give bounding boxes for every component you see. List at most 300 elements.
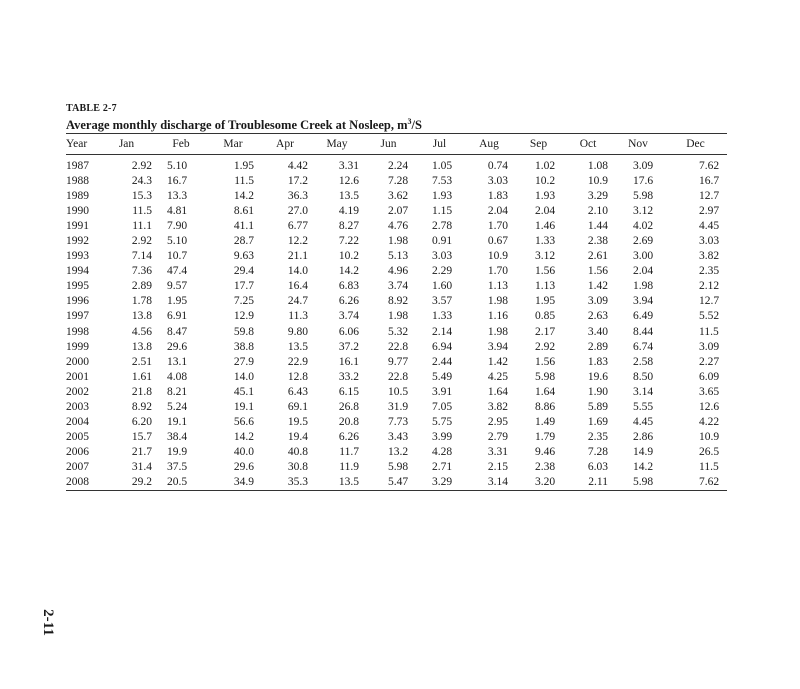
- value-cell-dec: 5.52: [699, 310, 720, 323]
- column-header-feb: Feb: [155, 134, 207, 155]
- value-cell-jul: 3.03: [432, 250, 453, 263]
- value-cell-apr: 12.2: [287, 235, 308, 248]
- table-title-superscript: 3: [407, 117, 412, 126]
- table-row: [66, 430, 727, 445]
- value-cell-mar: 19.1: [233, 400, 254, 413]
- year-cell: 1989: [66, 190, 89, 203]
- value-cell-feb: 8.21: [167, 385, 188, 398]
- value-cell-aug: 1.70: [487, 265, 508, 278]
- value-cell-apr: 14.0: [287, 265, 308, 278]
- value-cell-apr: 27.0: [287, 205, 308, 218]
- value-cell-jun: 1.98: [388, 310, 409, 323]
- value-cell-jan: 29.2: [98, 475, 155, 491]
- value-cell-jan: 21.7: [131, 445, 152, 458]
- table-row: [66, 249, 727, 264]
- value-cell-apr: 19.4: [287, 430, 308, 443]
- value-cell-jul: 1.05: [432, 160, 453, 173]
- value-cell-oct: 7.28: [587, 445, 608, 458]
- value-cell-mar: 7.25: [233, 295, 254, 308]
- value-cell-sep: 1.33: [535, 235, 556, 248]
- table-row: [66, 294, 727, 309]
- value-cell-jan: 4.56: [131, 325, 152, 338]
- value-cell-aug: 3.82: [487, 400, 508, 413]
- value-cell-jun: 1.98: [388, 235, 409, 248]
- value-cell-dec: 6.09: [699, 370, 720, 383]
- value-cell-may: 33.2: [338, 370, 359, 383]
- value-cell-sep: 1.56: [535, 355, 556, 368]
- value-cell-may: 10.2: [338, 250, 359, 263]
- value-cell-mar: 8.61: [233, 205, 254, 218]
- value-cell-sep: 1.49: [535, 415, 556, 428]
- value-cell-jun: 4.76: [388, 220, 409, 233]
- value-cell-oct: 3.09: [587, 295, 608, 308]
- value-cell-mar: 14.0: [233, 370, 254, 383]
- year-cell: 1990: [66, 205, 89, 218]
- value-cell-oct: 2.35: [587, 430, 608, 443]
- year-cell: 1994: [66, 265, 89, 278]
- value-cell-oct: 5.89: [587, 400, 608, 413]
- value-cell-nov: 3.14: [633, 385, 654, 398]
- year-cell: 1988: [66, 175, 89, 188]
- value-cell-oct: 3.29: [587, 190, 608, 203]
- value-cell-apr: 6.43: [287, 385, 308, 398]
- value-cell-aug: 1.98: [487, 295, 508, 308]
- value-cell-oct: 1.42: [587, 280, 608, 293]
- table-title-text: Average monthly discharge of Troublesome Creek at Nosleep, m: [66, 118, 408, 133]
- value-cell-may: 3.31: [338, 160, 359, 173]
- value-cell-jan: 31.4: [131, 460, 152, 473]
- value-cell-jul: 7.05: [432, 400, 453, 413]
- value-cell-mar: 34.9: [207, 475, 259, 491]
- value-cell-jan: 8.92: [131, 400, 152, 413]
- value-cell-jan: 1.61: [131, 370, 152, 383]
- value-cell-dec: 12.7: [699, 190, 720, 203]
- year-cell: 2008: [66, 475, 98, 491]
- value-cell-jul: 1.93: [432, 190, 453, 203]
- value-cell-mar: 56.6: [233, 415, 254, 428]
- value-cell-feb: 5.24: [167, 400, 188, 413]
- value-cell-apr: 9.80: [287, 325, 308, 338]
- value-cell-jan: 6.20: [131, 415, 152, 428]
- table-row: [66, 279, 727, 294]
- value-cell-nov: 14.9: [633, 445, 654, 458]
- value-cell-sep: 1.64: [535, 385, 556, 398]
- year-cell: 1995: [66, 280, 89, 293]
- value-cell-apr: 24.7: [287, 295, 308, 308]
- value-cell-may: 6.15: [338, 385, 359, 398]
- table-row: [66, 204, 727, 219]
- table-row: [66, 309, 727, 324]
- value-cell-oct: 1.69: [587, 415, 608, 428]
- value-cell-jul: 5.75: [432, 415, 453, 428]
- table-header-row: [66, 134, 727, 155]
- table-row: [66, 460, 727, 475]
- value-cell-may: 11.9: [339, 460, 359, 473]
- value-cell-jun: 9.77: [388, 355, 409, 368]
- value-cell-jun: 31.9: [388, 400, 409, 413]
- table-row: [66, 264, 727, 279]
- value-cell-may: 6.83: [338, 280, 359, 293]
- value-cell-feb: 47.4: [167, 265, 188, 278]
- value-cell-dec: 26.5: [699, 445, 720, 458]
- value-cell-jun: 5.13: [388, 250, 409, 263]
- value-cell-apr: 36.3: [287, 190, 308, 203]
- year-cell: 1991: [66, 220, 89, 233]
- value-cell-jun: 3.74: [388, 280, 409, 293]
- table-caption: [66, 103, 422, 133]
- value-cell-mar: 29.6: [233, 460, 254, 473]
- value-cell-jul: 3.29: [414, 475, 465, 491]
- value-cell-jun: 3.62: [388, 190, 409, 203]
- value-cell-sep: 1.79: [535, 430, 556, 443]
- value-cell-jul: 7.53: [432, 175, 453, 188]
- value-cell-oct: 1.08: [587, 160, 608, 173]
- year-cell: 2001: [66, 370, 89, 383]
- value-cell-jan: 1.78: [131, 295, 152, 308]
- table-row: [66, 355, 727, 370]
- value-cell-jun: 5.98: [388, 460, 409, 473]
- value-cell-aug: 3.03: [487, 175, 508, 188]
- value-cell-jul: 3.99: [432, 430, 453, 443]
- value-cell-nov: 8.50: [633, 370, 654, 383]
- column-header-oct: Oct: [564, 134, 612, 155]
- value-cell-nov: 3.00: [633, 250, 654, 263]
- table-row: [66, 340, 727, 355]
- value-cell-nov: 17.6: [633, 175, 654, 188]
- value-cell-jul: 1.15: [432, 205, 453, 218]
- value-cell-sep: 3.12: [535, 250, 556, 263]
- year-cell: 1998: [66, 325, 89, 338]
- value-cell-nov: 3.09: [633, 160, 654, 173]
- value-cell-apr: 30.8: [287, 460, 308, 473]
- value-cell-jun: 8.92: [388, 295, 409, 308]
- value-cell-feb: 10.7: [167, 250, 188, 263]
- table-row: [66, 219, 727, 234]
- value-cell-sep: 3.20: [513, 475, 564, 491]
- value-cell-jul: 2.29: [432, 265, 453, 278]
- year-cell: 2004: [66, 415, 89, 428]
- column-header-may: May: [311, 134, 363, 155]
- value-cell-sep: 10.2: [535, 175, 556, 188]
- column-header-jun: Jun: [363, 134, 414, 155]
- value-cell-oct: 1.56: [587, 265, 608, 278]
- value-cell-apr: 13.5: [287, 340, 308, 353]
- value-cell-apr: 6.77: [287, 220, 308, 233]
- year-cell: 1999: [66, 340, 89, 353]
- value-cell-jul: 6.94: [432, 340, 453, 353]
- value-cell-jun: 3.43: [388, 430, 409, 443]
- value-cell-mar: 41.1: [233, 220, 254, 233]
- value-cell-aug: 1.98: [487, 325, 508, 338]
- column-header-aug: Aug: [465, 134, 513, 155]
- value-cell-sep: 1.95: [535, 295, 556, 308]
- value-cell-oct: 2.11: [564, 475, 612, 491]
- value-cell-aug: 4.25: [487, 370, 508, 383]
- value-cell-jan: 13.8: [131, 340, 152, 353]
- column-header-dec: Dec: [664, 134, 727, 155]
- table-row: [66, 174, 727, 189]
- value-cell-may: 13.5: [311, 475, 363, 491]
- value-cell-mar: 12.9: [233, 310, 254, 323]
- value-cell-feb: 8.47: [167, 325, 188, 338]
- value-cell-oct: 19.6: [587, 370, 608, 383]
- value-cell-feb: 13.1: [167, 355, 188, 368]
- value-cell-mar: 40.0: [233, 445, 254, 458]
- value-cell-apr: 19.5: [287, 415, 308, 428]
- value-cell-jun: 4.96: [388, 265, 409, 278]
- value-cell-jan: 7.14: [131, 250, 152, 263]
- value-cell-may: 26.8: [338, 400, 359, 413]
- value-cell-feb: 29.6: [167, 340, 188, 353]
- value-cell-aug: 3.31: [487, 445, 508, 458]
- value-cell-may: 12.6: [338, 175, 359, 188]
- value-cell-dec: 12.6: [699, 400, 720, 413]
- value-cell-feb: 6.91: [167, 310, 188, 323]
- value-cell-sep: 9.46: [535, 445, 556, 458]
- value-cell-jun: 10.5: [388, 385, 409, 398]
- value-cell-sep: 1.13: [535, 280, 556, 293]
- value-cell-jan: 2.92: [131, 160, 152, 173]
- value-cell-may: 13.5: [338, 190, 359, 203]
- year-cell: 2003: [66, 400, 89, 413]
- value-cell-feb: 13.3: [167, 190, 188, 203]
- value-cell-dec: 4.45: [699, 220, 720, 233]
- value-cell-jan: 2.51: [131, 355, 152, 368]
- value-cell-jul: 2.78: [432, 220, 453, 233]
- value-cell-mar: 27.9: [233, 355, 254, 368]
- value-cell-apr: 16.4: [287, 280, 308, 293]
- value-cell-dec: 11.5: [699, 325, 719, 338]
- value-cell-dec: 2.27: [699, 355, 720, 368]
- value-cell-aug: 1.13: [487, 280, 508, 293]
- value-cell-nov: 6.74: [633, 340, 654, 353]
- value-cell-feb: 5.10: [167, 160, 188, 173]
- value-cell-apr: 35.3: [259, 475, 311, 491]
- value-cell-nov: 1.98: [633, 280, 654, 293]
- value-cell-mar: 45.1: [233, 385, 254, 398]
- value-cell-may: 37.2: [338, 340, 359, 353]
- value-cell-oct: 2.63: [587, 310, 608, 323]
- table-row: [66, 415, 727, 430]
- value-cell-sep: 2.92: [535, 340, 556, 353]
- table-label: TABLE 2-7: [66, 103, 117, 114]
- value-cell-dec: 10.9: [699, 430, 720, 443]
- value-cell-nov: 8.44: [633, 325, 654, 338]
- table-row: [66, 155, 727, 175]
- value-cell-aug: 1.83: [487, 190, 508, 203]
- year-cell: 1987: [66, 160, 89, 173]
- value-cell-feb: 37.5: [167, 460, 188, 473]
- value-cell-aug: 2.15: [487, 460, 508, 473]
- value-cell-feb: 5.10: [167, 235, 188, 248]
- value-cell-oct: 1.83: [587, 355, 608, 368]
- value-cell-sep: 1.93: [535, 190, 556, 203]
- value-cell-mar: 9.63: [233, 250, 254, 263]
- value-cell-nov: 5.55: [633, 400, 654, 413]
- value-cell-jun: 13.2: [388, 445, 409, 458]
- year-cell: 1996: [66, 295, 89, 308]
- value-cell-jan: 15.3: [131, 190, 152, 203]
- year-cell: 2006: [66, 445, 89, 458]
- column-header-jul: Jul: [414, 134, 465, 155]
- value-cell-jan: 24.3: [131, 175, 152, 188]
- value-cell-nov: 2.86: [633, 430, 654, 443]
- value-cell-aug: 2.04: [487, 205, 508, 218]
- value-cell-jul: 3.57: [432, 295, 453, 308]
- value-cell-apr: 12.8: [287, 370, 308, 383]
- column-header-sep: Sep: [513, 134, 564, 155]
- value-cell-feb: 4.81: [167, 205, 188, 218]
- value-cell-jun: 22.8: [388, 370, 409, 383]
- value-cell-oct: 1.90: [587, 385, 608, 398]
- value-cell-sep: 2.17: [535, 325, 556, 338]
- value-cell-aug: 1.16: [487, 310, 508, 323]
- value-cell-jun: 7.28: [388, 175, 409, 188]
- value-cell-nov: 14.2: [633, 460, 654, 473]
- value-cell-jul: 2.14: [432, 325, 453, 338]
- value-cell-dec: 3.82: [699, 250, 720, 263]
- value-cell-may: 14.2: [338, 265, 359, 278]
- table-title: [66, 117, 422, 133]
- value-cell-aug: 1.42: [487, 355, 508, 368]
- value-cell-dec: 3.03: [699, 235, 720, 248]
- value-cell-sep: 1.02: [535, 160, 556, 173]
- value-cell-jul: 4.28: [432, 445, 453, 458]
- value-cell-jun: 5.47: [363, 475, 414, 491]
- year-cell: 1997: [66, 310, 89, 323]
- table-row: [66, 475, 727, 491]
- value-cell-sep: 0.85: [535, 310, 556, 323]
- value-cell-nov: 4.02: [633, 220, 654, 233]
- value-cell-mar: 38.8: [233, 340, 254, 353]
- value-cell-aug: 2.95: [487, 415, 508, 428]
- table-row: [66, 385, 727, 400]
- column-header-mar: Mar: [207, 134, 259, 155]
- value-cell-aug: 0.74: [487, 160, 508, 173]
- value-cell-sep: 2.04: [535, 205, 556, 218]
- value-cell-nov: 6.49: [633, 310, 654, 323]
- value-cell-mar: 28.7: [233, 235, 254, 248]
- value-cell-mar: 14.2: [233, 190, 254, 203]
- value-cell-apr: 22.9: [287, 355, 308, 368]
- table-row: [66, 370, 727, 385]
- value-cell-dec: 2.12: [699, 280, 720, 293]
- value-cell-sep: 1.46: [535, 220, 556, 233]
- value-cell-apr: 4.42: [287, 160, 308, 173]
- year-cell: 2000: [66, 355, 89, 368]
- table-row: [66, 189, 727, 204]
- table-row: [66, 445, 727, 460]
- table-row: [66, 400, 727, 415]
- value-cell-oct: 1.44: [587, 220, 608, 233]
- value-cell-jan: 11.5: [132, 205, 152, 218]
- value-cell-dec: 3.65: [699, 385, 720, 398]
- discharge-table: [66, 133, 727, 491]
- value-cell-feb: 1.95: [167, 295, 188, 308]
- year-cell: 2007: [66, 460, 89, 473]
- value-cell-jun: 2.07: [388, 205, 409, 218]
- year-cell: 2005: [66, 430, 89, 443]
- value-cell-feb: 20.5: [155, 475, 207, 491]
- value-cell-dec: 3.09: [699, 340, 720, 353]
- value-cell-nov: 3.94: [633, 295, 654, 308]
- value-cell-mar: 29.4: [233, 265, 254, 278]
- value-cell-jan: 7.36: [131, 265, 152, 278]
- value-cell-oct: 2.89: [587, 340, 608, 353]
- value-cell-feb: 4.08: [167, 370, 188, 383]
- value-cell-mar: 17.7: [233, 280, 254, 293]
- value-cell-mar: 1.95: [233, 160, 254, 173]
- value-cell-jul: 3.91: [432, 385, 453, 398]
- value-cell-feb: 9.57: [167, 280, 188, 293]
- value-cell-dec: 2.35: [699, 265, 720, 278]
- value-cell-oct: 6.03: [587, 460, 608, 473]
- value-cell-apr: 11.3: [288, 310, 308, 323]
- year-cell: 1993: [66, 250, 89, 263]
- column-header-apr: Apr: [259, 134, 311, 155]
- value-cell-aug: 10.9: [487, 250, 508, 263]
- year-cell: 2002: [66, 385, 89, 398]
- value-cell-jul: 5.49: [432, 370, 453, 383]
- value-cell-jun: 5.32: [388, 325, 409, 338]
- value-cell-sep: 5.98: [535, 370, 556, 383]
- value-cell-nov: 5.98: [612, 475, 664, 491]
- value-cell-nov: 5.98: [633, 190, 654, 203]
- page-number: 2-11: [39, 609, 56, 636]
- value-cell-apr: 17.2: [287, 175, 308, 188]
- value-cell-jul: 1.60: [432, 280, 453, 293]
- column-header-nov: Nov: [612, 134, 664, 155]
- value-cell-jul: 1.33: [432, 310, 453, 323]
- table-title-unit: /S: [411, 118, 422, 133]
- value-cell-aug: 3.14: [465, 475, 513, 491]
- value-cell-jan: 11.1: [132, 220, 152, 233]
- table-row: [66, 325, 727, 340]
- value-cell-sep: 2.38: [535, 460, 556, 473]
- value-cell-may: 7.22: [338, 235, 359, 248]
- value-cell-oct: 2.38: [587, 235, 608, 248]
- value-cell-oct: 2.10: [587, 205, 608, 218]
- value-cell-aug: 3.94: [487, 340, 508, 353]
- value-cell-feb: 7.90: [167, 220, 188, 233]
- value-cell-jan: 2.89: [131, 280, 152, 293]
- value-cell-jan: 13.8: [131, 310, 152, 323]
- value-cell-dec: 7.62: [664, 475, 727, 491]
- value-cell-jul: 2.44: [432, 355, 453, 368]
- value-cell-jan: 21.8: [131, 385, 152, 398]
- value-cell-nov: 4.45: [633, 415, 654, 428]
- value-cell-jun: 22.8: [388, 340, 409, 353]
- value-cell-dec: 4.22: [699, 415, 720, 428]
- year-cell: 1992: [66, 235, 89, 248]
- value-cell-dec: 2.97: [699, 205, 720, 218]
- value-cell-may: 20.8: [338, 415, 359, 428]
- value-cell-jul: 0.91: [432, 235, 453, 248]
- value-cell-nov: 2.04: [633, 265, 654, 278]
- value-cell-apr: 69.1: [287, 400, 308, 413]
- value-cell-may: 8.27: [338, 220, 359, 233]
- value-cell-aug: 1.70: [487, 220, 508, 233]
- value-cell-jun: 2.24: [388, 160, 409, 173]
- value-cell-sep: 1.56: [535, 265, 556, 278]
- value-cell-apr: 21.1: [287, 250, 308, 263]
- value-cell-may: 3.74: [338, 310, 359, 323]
- column-header-year: Year: [66, 134, 98, 155]
- value-cell-dec: 12.7: [699, 295, 720, 308]
- column-header-jan: Jan: [98, 134, 155, 155]
- value-cell-jan: 15.7: [131, 430, 152, 443]
- value-cell-dec: 16.7: [699, 175, 720, 188]
